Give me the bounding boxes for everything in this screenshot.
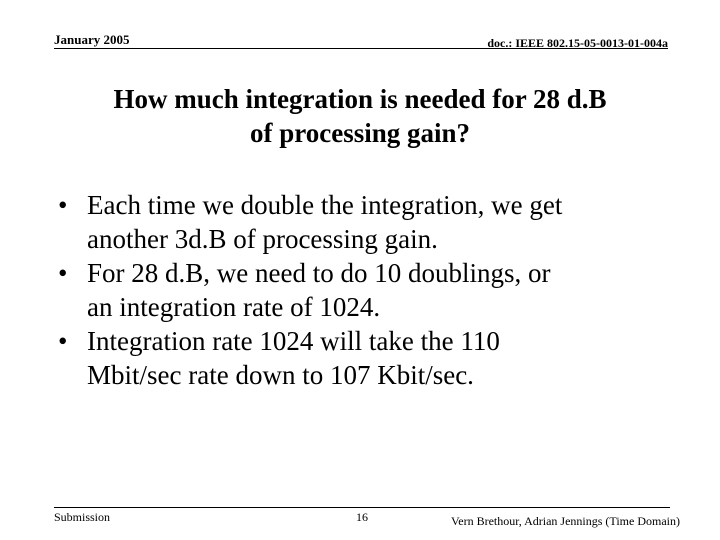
bullet-list: [56, 188, 680, 392]
bullet-symbol: •: [58, 258, 68, 288]
bullet-symbol: •: [58, 326, 68, 356]
footer-page-number: 16: [356, 510, 368, 524]
bullet-text-line: For 28 d.B, we need to do 10 doublings, or: [87, 258, 551, 288]
bullet-text-line: Integration rate 1024 will take the 110: [87, 326, 500, 356]
footer-authors: Vern Brethour, Adrian Jennings (Time Domain): [450, 514, 680, 528]
slide-title-line-1: How much integration is needed for 28 d.B: [113, 84, 607, 114]
slide-title-line-2: of processing gain?: [249, 118, 471, 148]
bullet-item: [56, 188, 680, 256]
footer-divider: [54, 507, 670, 508]
bullet-item: [56, 324, 680, 392]
bullet-text-line: another 3d.B of processing gain.: [87, 224, 438, 254]
header-date: January 2005: [54, 32, 130, 47]
bullet-text-line: Mbit/sec rate down to 107 Kbit/sec.: [87, 360, 474, 390]
bullet-item: [56, 256, 680, 324]
bullet-text-line: Each time we double the integration, we get: [87, 190, 563, 220]
header-doc-id: doc.: IEEE 802.15-05-0013-01-004a: [487, 36, 668, 50]
bullet-symbol: •: [58, 190, 68, 220]
footer-submission: Submission: [54, 510, 111, 524]
header-divider: [54, 48, 668, 49]
slide-title: [40, 82, 680, 150]
bullet-text-line: an integration rate of 1024.: [87, 292, 381, 322]
